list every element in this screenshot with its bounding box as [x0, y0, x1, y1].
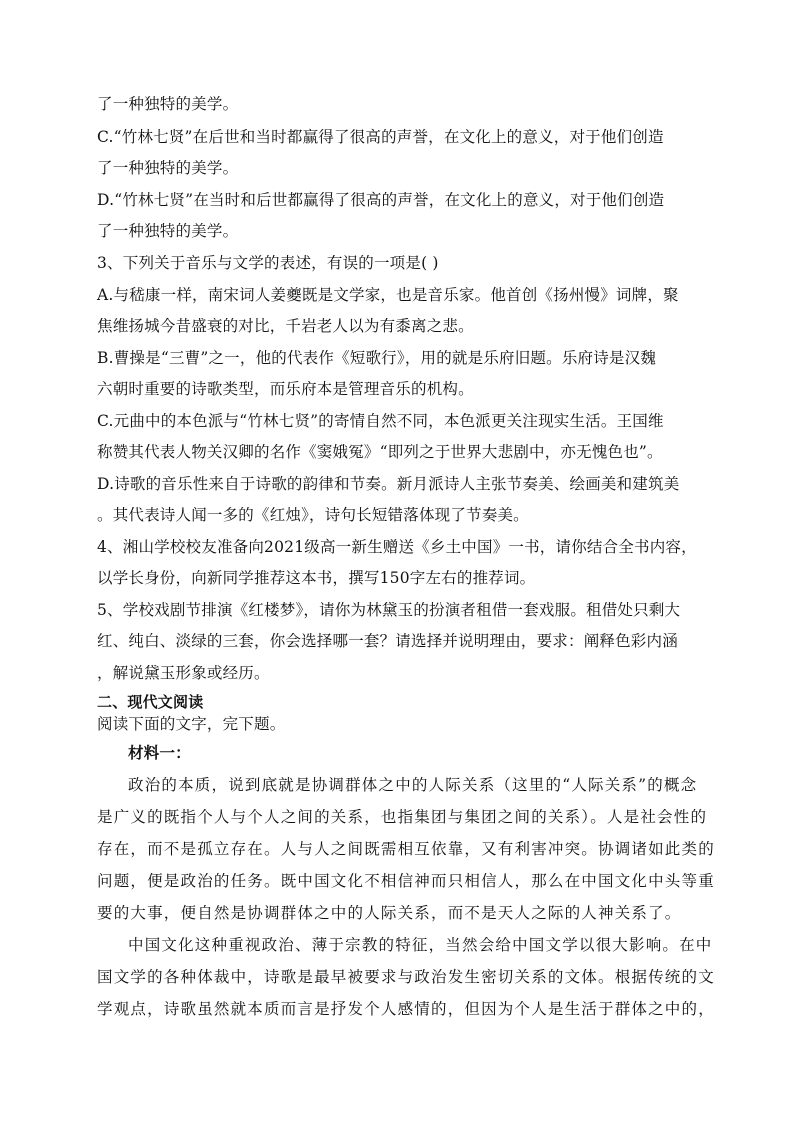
q3-option-a-line1: A.与嵇康一样，南宋词人姜夔既是文学家，也是音乐家。他首创《扬州慢》词牌，聚 — [97, 286, 679, 304]
q3-option-c-line1: C.元曲中的本色派与“竹林七贤”的寄情自然不同，本色派更关注现实生活。王国维 — [97, 412, 664, 430]
passage-p2-line1: 中国文化这种重视政治、薄于宗教的特征，当然会给中国文学以很大影响。在中 — [128, 936, 713, 954]
q5-line1: 5、学校戏剧节排演《红楼梦》，请你为林黛玉的扮演者租借一套戏服。租借处只剩大 — [97, 601, 681, 619]
q2-option-d-line2: 了一种独特的美学。 — [97, 222, 239, 240]
material-title: 材料一： — [128, 743, 191, 762]
q5-line2: 红、纯白、淡绿的三套，你会选择哪一套？请选择并说明理由，要求：阐释色彩内涵 — [97, 632, 678, 650]
passage-p1-line1: 政治的本质，说到底就是协调群体之中的人际关系（这里的“人际关系”的概念 — [128, 776, 698, 794]
q3-option-a-line2: 焦维扬城今昔盛衰的对比，千岩老人以为有黍离之悲。 — [97, 317, 474, 335]
passage-p1-line4: 问题，便是政治的任务。既中国文化不相信神而只相信人，那么在中国文化中头等重 — [97, 872, 715, 890]
q5-line3: ，解说黛玉形象或经历。 — [97, 664, 270, 682]
q2-option-c-line1: C.“竹林七贤”在后世和当时都赢得了很高的声誉，在文化上的意义，对于他们创造 — [97, 128, 664, 146]
q2-option-b-continuation: 了一种独特的美学。 — [97, 95, 239, 113]
section-instruction: 阅读下面的文字，完下题。 — [97, 715, 286, 733]
passage-p1-line2: 是广义的既指个人与个人之间的关系，也指集团与集团之间的关系）。人是社会性的 — [97, 808, 708, 826]
q3-option-b-line1: B.曹操是“三曹”之一，他的代表作《短歌行》，用的就是乐府旧题。乐府诗是汉魏 — [97, 349, 657, 367]
q4-line1: 4、湘山学校校友准备向2021级高一新生赠送《乡土中国》一书，请你结合全书内容， — [97, 538, 697, 556]
q2-option-c-line2: 了一种独特的美学。 — [97, 159, 239, 177]
q4-line2: 以学长身份，向新同学推荐这本书，撰写150字左右的推荐词。 — [97, 569, 536, 587]
passage-p2-line2: 国文学的各种体裁中，诗歌是最早被要求与政治发生密切关系的文体。根据传统的文 — [97, 968, 715, 986]
passage-p1-line3: 存在，而不是孤立存在。人与人之间既需相互依靠，又有利害冲突。协调诸如此类的 — [97, 840, 715, 858]
section-heading: 二、现代文阅读 — [97, 693, 204, 711]
passage-p2-line3: 学观点，诗歌虽然就本质而言是抒发个人感情的，但因为个人是生活于群体之中的， — [97, 1000, 715, 1018]
q2-option-d-line1: D.“竹林七贤”在当时和后世都赢得了很高的声誉，在文化上的意义，对于他们创造 — [97, 191, 665, 209]
q3-option-c-line2: 称赞其代表人物关汉卿的名作《窦娥冤》“即列之于世界大悲剧中，亦无愧色也”。 — [97, 443, 663, 461]
q3-stem: 3、下列关于音乐与文学的表述，有误的一项是( ) — [97, 254, 439, 272]
q3-option-b-line2: 六朝时重要的诗歌类型，而乐府本是管理音乐的机构。 — [97, 380, 474, 398]
q3-option-d-line1: D.诗歌的音乐性来自于诗歌的韵律和节奏。新月派诗人主张节奏美、绘画美和建筑美 — [97, 475, 680, 493]
passage-p1-line5: 要的大事，便自然是协调群体之中的人际关系，而不是天人之际的人神关系了。 — [97, 904, 682, 922]
q3-option-d-line2: 。其代表诗人闻一多的《红烛》，诗句长短错落体现了节奏美。 — [97, 506, 529, 524]
